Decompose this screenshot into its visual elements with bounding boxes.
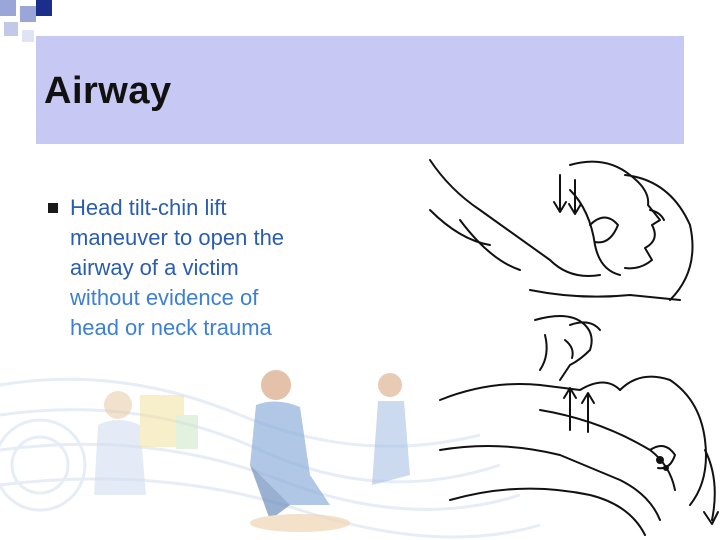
rescuer-figure bbox=[250, 370, 350, 532]
bullet-text bbox=[70, 193, 370, 343]
bullet-line: Head tilt-chin lift bbox=[70, 195, 227, 220]
second-rescuer-figure bbox=[372, 373, 410, 485]
top-head-profile bbox=[430, 160, 693, 300]
bullet-line: airway of a victim bbox=[70, 255, 239, 280]
bottom-head-profile bbox=[440, 377, 718, 535]
bullet-line: without evidence of bbox=[70, 285, 259, 310]
slide-title: Airway bbox=[44, 70, 172, 112]
bullet-line: head or neck trauma bbox=[70, 315, 272, 340]
hand-drawing bbox=[535, 316, 600, 380]
head-tilt-chin-lift-illustration bbox=[420, 150, 720, 540]
square-bullet-icon bbox=[48, 203, 58, 213]
title-bar bbox=[36, 36, 684, 144]
bullet-line: maneuver to open the bbox=[70, 225, 285, 250]
